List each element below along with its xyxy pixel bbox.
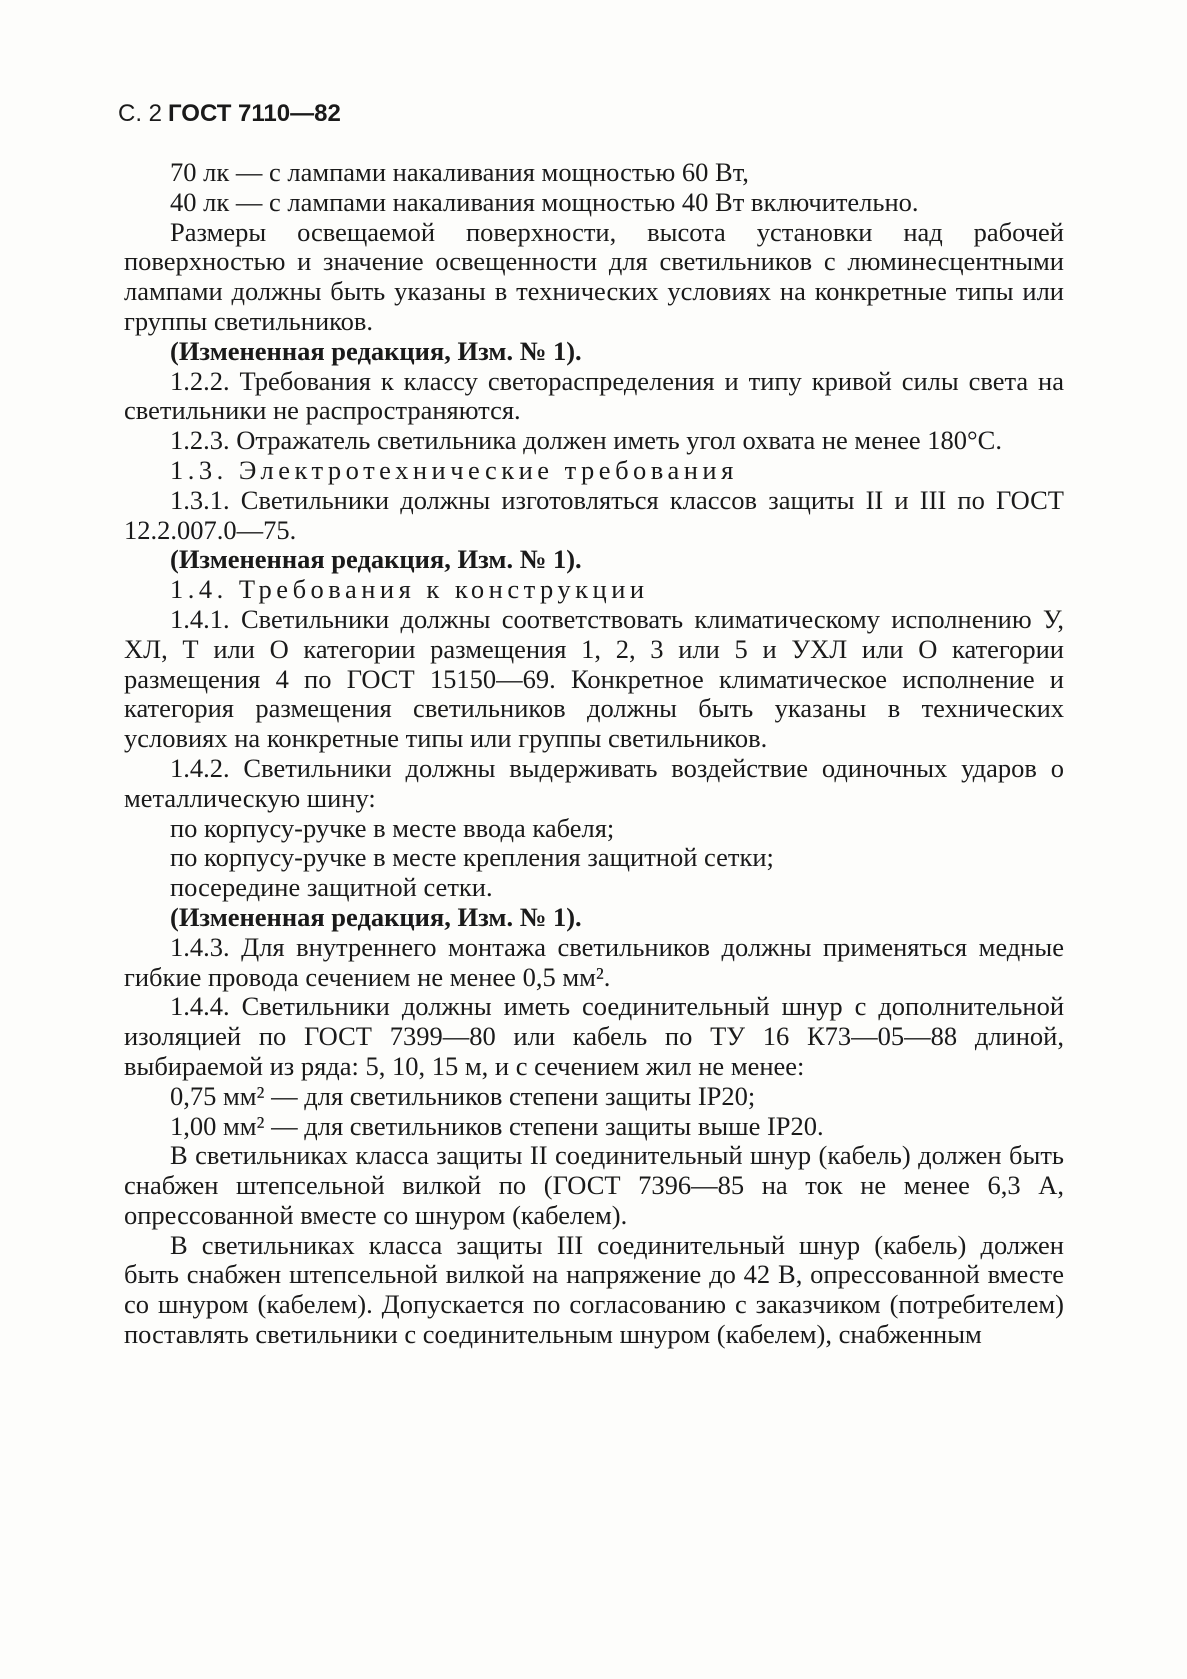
- paragraph: 40 лк — с лампами накаливания мощностью 40 Вт включительно.: [170, 186, 919, 217]
- paragraph: 1.4.4. Светильники должны иметь соединительный шнур с дополнительной изоляцией по ГОСТ 7399—80 или кабель по ТУ 16 К73—05—88 длиной, выбираемой из ряда: 5, 10, 15 м, и с сечением жил не менее:: [124, 991, 1064, 1081]
- paragraph: 1.4.1. Светильники должны соответствовать климатическому исполнению У, ХЛ, Т или О категории размещения 1, 2, 3 или 5 и УХЛ или О категории размещения 4 по ГОСТ 15150—69. Конкретное климатическое исполнение и категория размещения светильников должны быть указаны в технических условиях на конкретные типы или группы светильников.: [124, 603, 1064, 754]
- paragraph: 1.2.3. Отражатель светильника должен иметь угол охвата не менее 180°С.: [170, 425, 1002, 456]
- paragraph: 1,00 мм² — для светильников степени защиты выше IP20.: [170, 1110, 824, 1141]
- paragraph: Размеры освещаемой поверхности, высота установки над рабочей поверхностью и значение освещенности для светильников с люминесцентными лампами должны быть указаны в технических условиях на конкретные типы или группы светильников.: [124, 216, 1064, 336]
- paragraph: по корпусу-ручке в месте крепления защитной сетки;: [170, 842, 774, 873]
- section-heading: 1.3. Электротехнические требования: [170, 454, 738, 485]
- revision-note: (Измененная редакция, Изм. № 1).: [170, 901, 582, 932]
- section-heading: 1.4. Требования к конструкции: [170, 574, 649, 605]
- paragraph: 70 лк — с лампами накаливания мощностью 60 Вт,: [170, 157, 749, 187]
- revision-note: (Измененная редакция, Изм. № 1).: [170, 544, 582, 575]
- document-body: [124, 158, 1064, 1350]
- paragraph: В светильниках класса защиты III соединительный шнур (кабель) должен быть снабжен штепсельной вилкой на напряжение до 42 В, опрессованной вместе со шнуром (кабелем). Допускается по согласованию с заказчиком (потребителем) поставлять светильники с соединительным шнуром (кабелем), снабженным: [124, 1229, 1064, 1350]
- paragraph: 1.4.2. Светильники должны выдерживать воздействие одиночных ударов о металлическую шину:: [124, 752, 1064, 813]
- paragraph: 1.4.3. Для внутреннего монтажа светильников должны применяться медные гибкие провода сечением не менее 0,5 мм².: [124, 931, 1064, 992]
- paragraph: 1.3.1. Светильники должны изготовляться классов защиты II и III по ГОСТ 12.2.007.0—75.: [124, 484, 1064, 545]
- page-number: С. 2: [118, 100, 163, 127]
- revision-note: (Измененная редакция, Изм. № 1).: [170, 335, 582, 366]
- page-header: [118, 99, 341, 129]
- document-code: ГОСТ 7110—82: [168, 100, 341, 127]
- paragraph: В светильниках класса защиты II соединительный шнур (кабель) должен быть снабжен штепсельной вилкой по (ГОСТ 7396—85 на ток не менее 6,3 А, опрессованной вместе со шнуром (кабелем).: [124, 1140, 1064, 1230]
- paragraph: 1.2.2. Требования к классу светораспределения и типу кривой силы света на светильники не распространяются.: [124, 365, 1064, 426]
- paragraph: по корпусу-ручке в месте ввода кабеля;: [170, 812, 615, 843]
- paragraph: посередине защитной сетки.: [170, 872, 493, 903]
- paragraph: 0,75 мм² — для светильников степени защиты IP20;: [170, 1080, 756, 1111]
